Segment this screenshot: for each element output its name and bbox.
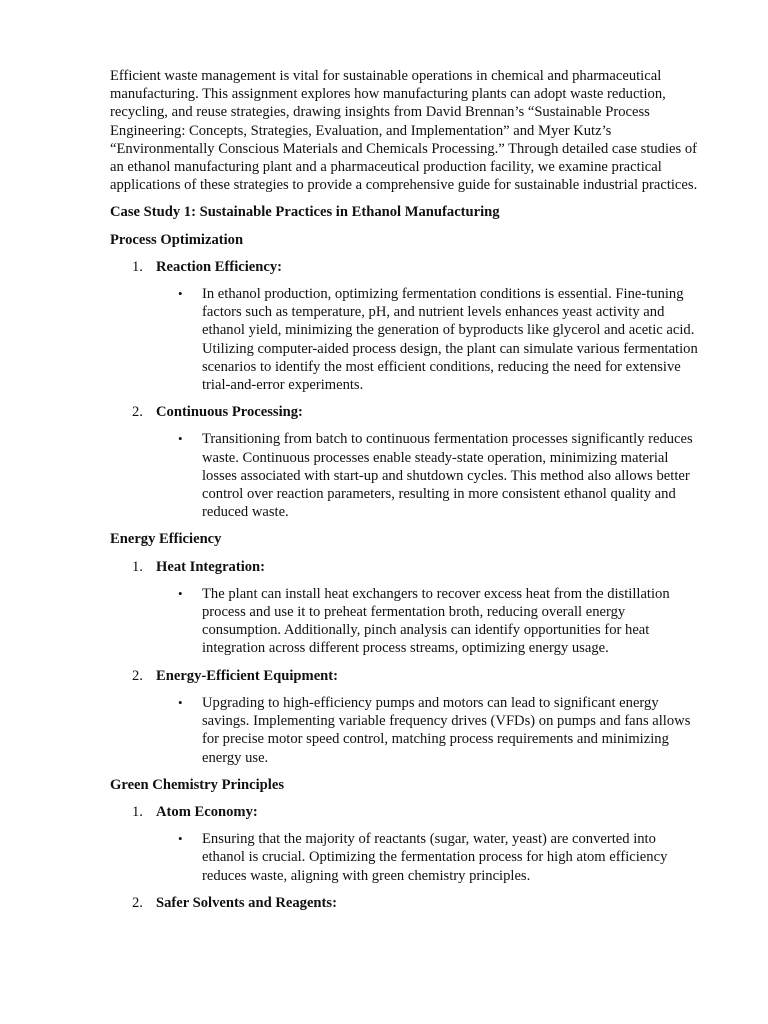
intro-paragraph: Efficient waste management is vital for sustainable operations in chemical and pharmaceutical manufacturing. This assignment explores how manufacturing plants can adopt waste reduction, recycling, and reuse strategies, drawing insights from David Brennan’s “Sustainable Process Engineering: Concepts, Strategies, Evaluation, and Implementation” and Myer Kutz’s “Environmentally Conscious Materials and Chemicals Processing.” Through detailed case studies of an ethanol manufacturing plant and a pharmaceutical production facility, we examine practical applications of these strategies to provide a comprehensive guide for sustainable industrial practices.: [110, 68, 698, 194]
bullet-text: Transitioning from batch to continuous fermentation processes significantly reduces waste. Continuous processes enable steady-state operation, minimizing material losses associated with start-up and shutdown cycles. This method also allows better control over reaction parameters, resulting in more consistent ethanol quality and reduced waste.: [202, 431, 693, 521]
numbered-item: [110, 558, 700, 576]
bullet-icon: •: [178, 431, 183, 447]
bullet-text: In ethanol production, optimizing fermentation conditions is essential. Fine-tuning factors such as temperature, pH, and nutrient levels enhances yeast activity and ethanol yield, minimizing the generation of byproducts like glycerol and acetic acid. Utilizing computer-aided process design, the plant can simulate various fermentation scenarios to identify the most efficient conditions, reducing the need for extensive trial-and-error experiments.: [202, 286, 698, 394]
bullet-icon: •: [178, 286, 183, 302]
item-label: Atom Economy:: [156, 803, 258, 820]
numbered-item: [110, 258, 700, 276]
case-study-title: Case Study 1: Sustainable Practices in Ethanol Manufacturing: [110, 204, 500, 221]
bullet-text: The plant can install heat exchangers to recover excess heat from the distillation process and use it to preheat fermentation broth, reducing overall energy consumption. Additionally, pinch analysis can identify opportunities for heat integration across different process streams, optimizing energy usage.: [202, 585, 670, 657]
document-page: [110, 67, 700, 921]
item-number: 2.: [132, 404, 143, 421]
numbered-item: [110, 667, 700, 685]
bullet-icon: •: [178, 831, 183, 847]
item-number: 1.: [132, 558, 143, 575]
numbered-item: [110, 803, 700, 821]
item-label: Reaction Efficiency:: [156, 258, 283, 275]
bullet-item: [110, 830, 700, 885]
bullet-icon: •: [178, 585, 183, 601]
bullet-item: [110, 585, 700, 658]
item-number: 1.: [132, 803, 143, 820]
section-heading: Energy Efficiency: [110, 531, 222, 548]
section-heading: Green Chemistry Principles: [110, 776, 285, 793]
numbered-item: [110, 403, 700, 421]
bullet-item: [110, 694, 700, 767]
bullet-text: Ensuring that the majority of reactants (sugar, water, yeast) are converted into ethanol is crucial. Optimizing the fermentation process for high atom efficiency reduces waste, aligning with green chemistry principles.: [202, 831, 668, 884]
item-label: Energy-Efficient Equipment:: [156, 667, 339, 684]
item-label: Continuous Processing:: [156, 404, 303, 421]
bullet-icon: •: [178, 694, 183, 710]
item-number: 1.: [132, 258, 143, 275]
bullet-item: [110, 285, 700, 394]
item-number: 2.: [132, 894, 143, 911]
item-label: Safer Solvents and Reagents:: [156, 894, 337, 911]
section-heading: Process Optimization: [110, 231, 244, 248]
item-number: 2.: [132, 667, 143, 684]
numbered-item: [110, 894, 700, 912]
bullet-text: Upgrading to high-efficiency pumps and motors can lead to significant energy savings. Implementing variable frequency drives (VFDs) on pumps and fans allows for precise motor speed control, matching process requirements and minimizing energy use.: [202, 694, 691, 766]
item-label: Heat Integration:: [156, 558, 266, 575]
bullet-item: [110, 430, 700, 521]
